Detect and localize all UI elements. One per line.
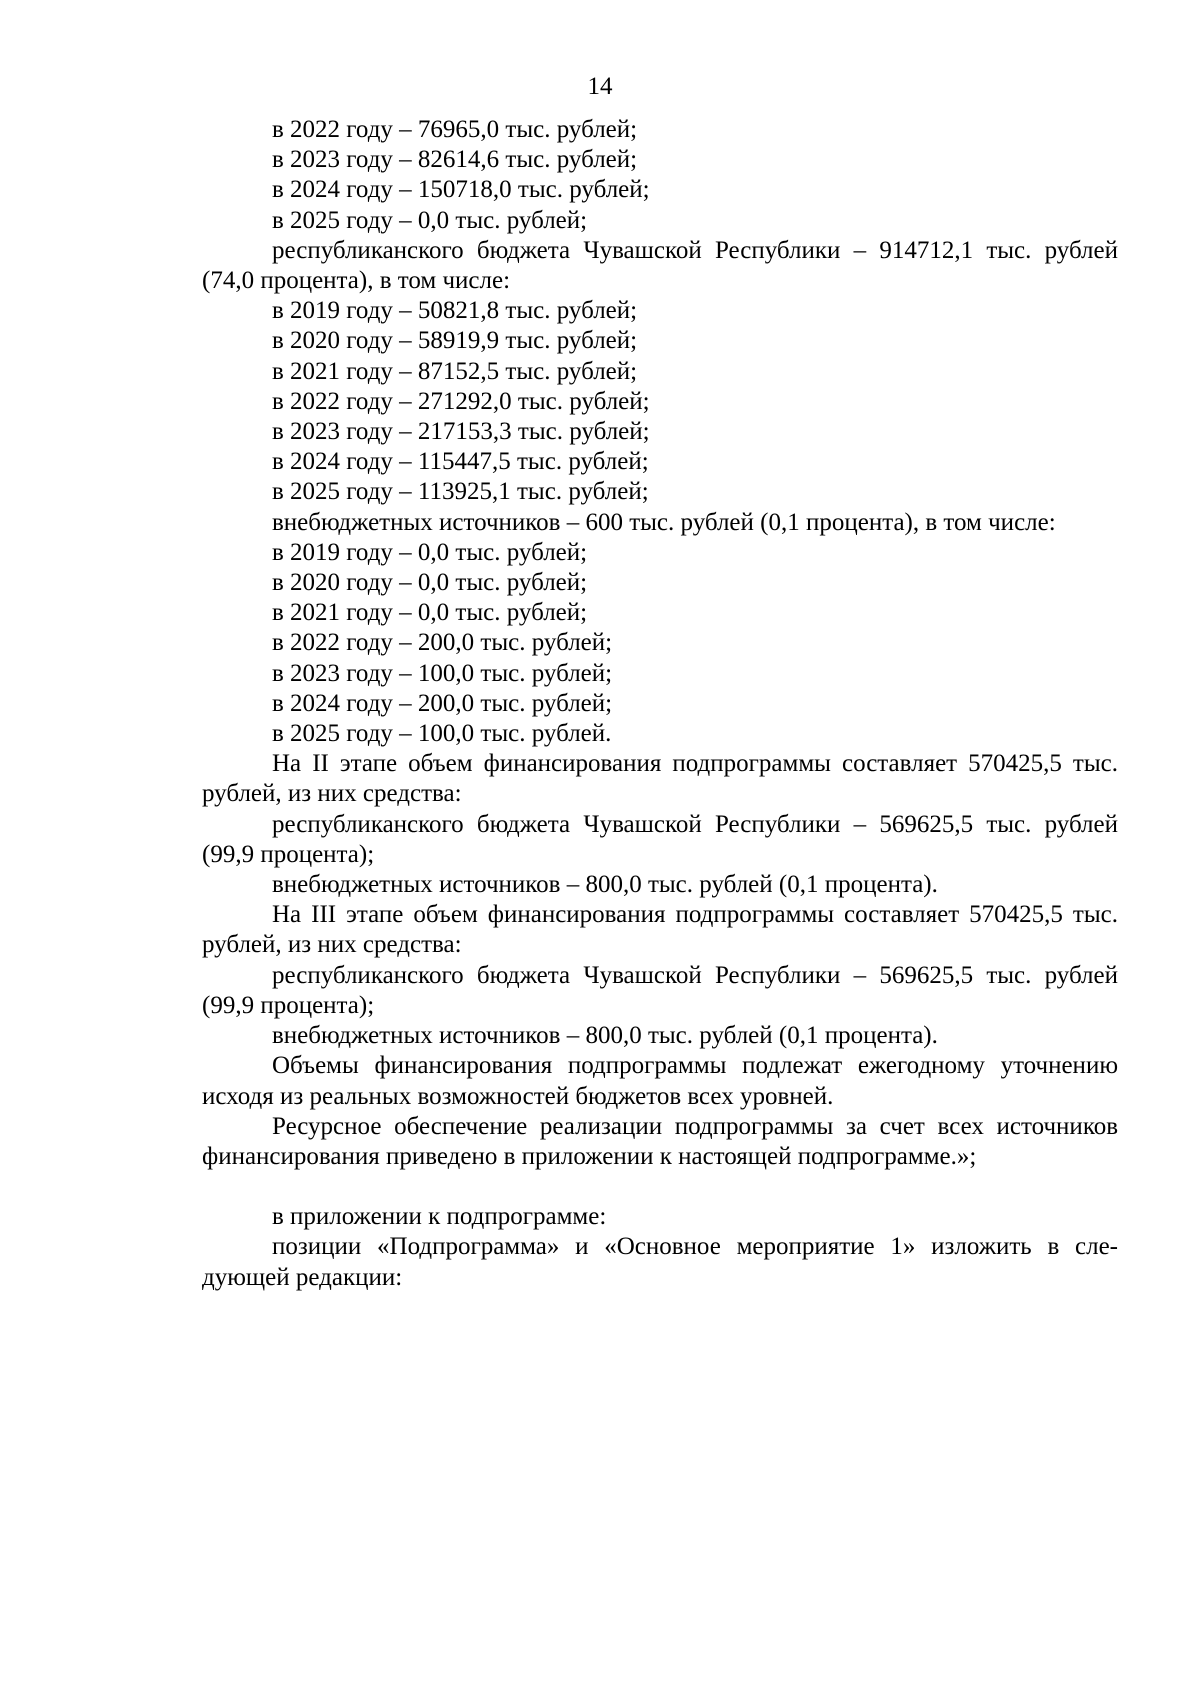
funding-line: в 2024 году – 115447,5 тыс. рублей; [272, 448, 649, 476]
resources-paragraph: Ресурсное обеспечение реализации подпрограммы за счет всех источников финансирования приведено в приложении к настоящей подпрограмме.»; [202, 1112, 1118, 1170]
extrabudget-line: внебюджетных источников – 600 тыс. рублей (0,1 процента), в том числе: [272, 508, 1056, 536]
volumes-paragraph: Объемы финансирования подпрограммы подлежат ежегодному уточнению исходя из реальных возможностей бюджетов всех уровней. [202, 1052, 1118, 1110]
funding-line: в 2025 году – 0,0 тыс. рублей; [272, 206, 588, 234]
positions-paragraph: позиции «Подпрограмма» и «Основное мероприятие 1» изложить в следующей редакции: [202, 1233, 1118, 1291]
funding-line: в 2020 году – 0,0 тыс. рублей; [272, 569, 588, 597]
funding-line: в 2024 году – 150718,0 тыс. рублей; [272, 176, 650, 204]
republic-budget-paragraph: республиканского бюджета Чувашской Республики – 569625,5 тыс. рублей (99,9 процента); [202, 810, 1118, 868]
funding-line: в 2025 году – 113925,1 тыс. рублей; [272, 478, 649, 506]
republic-budget-paragraph: республиканского бюджета Чувашской Республики – 914712,1 тыс. рублей (74,0 процента), в том числе: [202, 236, 1118, 295]
extrabudget-line: внебюджетных источников – 800,0 тыс. рублей (0,1 процента). [272, 871, 938, 899]
funding-line: в 2021 году – 0,0 тыс. рублей; [272, 599, 588, 627]
page-number: 14 [587, 73, 613, 100]
funding-line: в 2023 году – 100,0 тыс. рублей; [272, 659, 613, 687]
paragraph-gap [202, 1172, 1118, 1202]
extrabudget-line: внебюджетных источников – 800,0 тыс. рублей (0,1 процента). [272, 1022, 938, 1050]
funding-line: в 2024 году – 200,0 тыс. рублей; [272, 689, 613, 717]
stage-3-paragraph: На III этапе объем финансирования подпрограммы составляет 570425,5 тыс. рублей, из них средства: [202, 901, 1118, 959]
funding-line: в 2019 году – 0,0 тыс. рублей; [272, 538, 588, 566]
funding-line: в 2023 году – 82614,6 тыс. рублей; [272, 146, 638, 174]
funding-line: в 2021 году – 87152,5 тыс. рублей; [272, 357, 638, 385]
appendix-line: в приложении к подпрограмме: [272, 1203, 607, 1231]
funding-line: в 2022 году – 76965,0 тыс. рублей; [272, 116, 638, 143]
republic-budget-paragraph: республиканского бюджета Чувашской Республики – 569625,5 тыс. рублей (99,9 процента); [202, 961, 1118, 1019]
funding-line: в 2020 году – 58919,9 тыс. рублей; [272, 327, 638, 355]
funding-line: в 2022 году – 271292,0 тыс. рублей; [272, 387, 650, 415]
funding-line: в 2023 году – 217153,3 тыс. рублей; [272, 418, 650, 446]
funding-line: в 2022 году – 200,0 тыс. рублей; [272, 629, 613, 657]
document-body [202, 115, 1118, 1293]
funding-line: в 2025 году – 100,0 тыс. рублей. [272, 720, 612, 748]
funding-line: в 2019 году – 50821,8 тыс. рублей; [272, 297, 638, 325]
stage-2-paragraph: На II этапе объем финансирования подпрограммы составляет 570425,5 тыс. рублей, из них средства: [202, 750, 1118, 808]
